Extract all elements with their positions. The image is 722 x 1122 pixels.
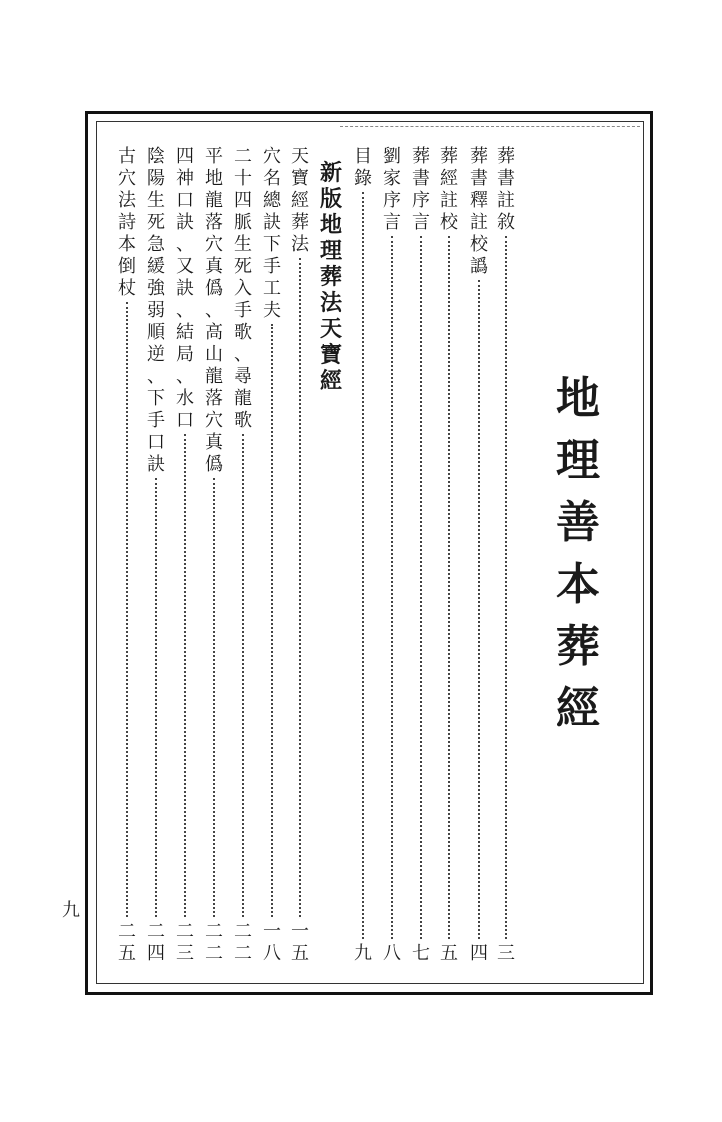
toc-entry-page: 三	[497, 943, 515, 964]
toc-entry	[261, 146, 283, 964]
toc-entry-title: 二 十 四 脈 生 死 入 手 歌 、 尋 龍 歌	[234, 146, 252, 431]
toc-entry	[381, 146, 403, 964]
leader-dots	[155, 478, 157, 917]
toc-entry	[352, 146, 374, 964]
toc-entry	[232, 146, 254, 964]
toc-entry	[495, 146, 517, 964]
toc-entry-page: 五	[440, 943, 458, 964]
toc-entry-title: 劉 家 序 言	[383, 146, 401, 233]
toc-entry-title: 葬 書 釋 註 校 譌	[470, 146, 488, 277]
toc-entry-page: 九	[354, 943, 372, 964]
toc-entry	[410, 146, 432, 964]
toc-entry-page: 二 三	[176, 921, 194, 964]
toc-entry-title: 葬 書 註 敘	[497, 146, 515, 233]
leader-dots	[242, 434, 244, 917]
toc-entry-title: 目 錄	[354, 146, 372, 189]
toc-entry	[203, 146, 225, 964]
top-dashed-line	[340, 126, 640, 127]
toc-entry-page: 一 八	[263, 921, 281, 964]
leader-dots	[505, 236, 507, 939]
toc-entry	[145, 146, 167, 964]
toc-entry-page: 八	[383, 943, 401, 964]
toc-entry-page: 二 二	[205, 921, 223, 964]
leader-dots	[184, 434, 186, 917]
toc-entry-title: 葬 書 序 言	[412, 146, 430, 233]
toc-entry	[174, 146, 196, 964]
book-title: 地 理 善 本 葬 經	[556, 373, 600, 734]
toc-entry-title: 平 地 龍 落 穴 真 僞 、 高 山 龍 落 穴 真 僞	[205, 146, 223, 475]
leader-dots	[362, 192, 364, 939]
toc-entry	[289, 146, 311, 964]
toc-entry-page: 七	[412, 943, 430, 964]
side-page-number: 九	[62, 900, 80, 921]
leader-dots	[478, 280, 480, 939]
toc-entry	[116, 146, 138, 964]
toc-entry-page: 二 五	[118, 921, 136, 964]
toc-entry-title: 四 神 口 訣 、 又 訣 、 結 局 、 水 口	[176, 146, 194, 431]
leader-dots	[420, 236, 422, 939]
leader-dots	[126, 302, 128, 917]
toc-entry-page: 一 五	[291, 921, 309, 964]
leader-dots	[299, 258, 301, 917]
toc-entry-title: 葬 經 註 校	[440, 146, 458, 233]
toc-entry-title: 穴 名 總 訣 下 手 工 夫	[263, 146, 281, 321]
leader-dots	[213, 478, 215, 917]
leader-dots	[271, 324, 273, 917]
toc-entry-title: 古 穴 法 詩 本 倒 杖	[118, 146, 136, 299]
toc-entry-page: 二 四	[147, 921, 165, 964]
leader-dots	[391, 236, 393, 939]
toc-entry-page: 二 二	[234, 921, 252, 964]
leader-dots	[448, 236, 450, 939]
toc-entry-title: 天 寶 經 葬 法	[291, 146, 309, 255]
toc-entry	[468, 146, 490, 964]
toc-entry	[438, 146, 460, 964]
toc-entry-title: 陰 陽 生 死 急 緩 強 弱 順 逆 、 下 手 口 訣	[147, 146, 165, 475]
toc-entry-page: 四	[470, 943, 488, 964]
section-heading: 新 版 地 理 葬 法 天 寶 經	[319, 160, 342, 394]
